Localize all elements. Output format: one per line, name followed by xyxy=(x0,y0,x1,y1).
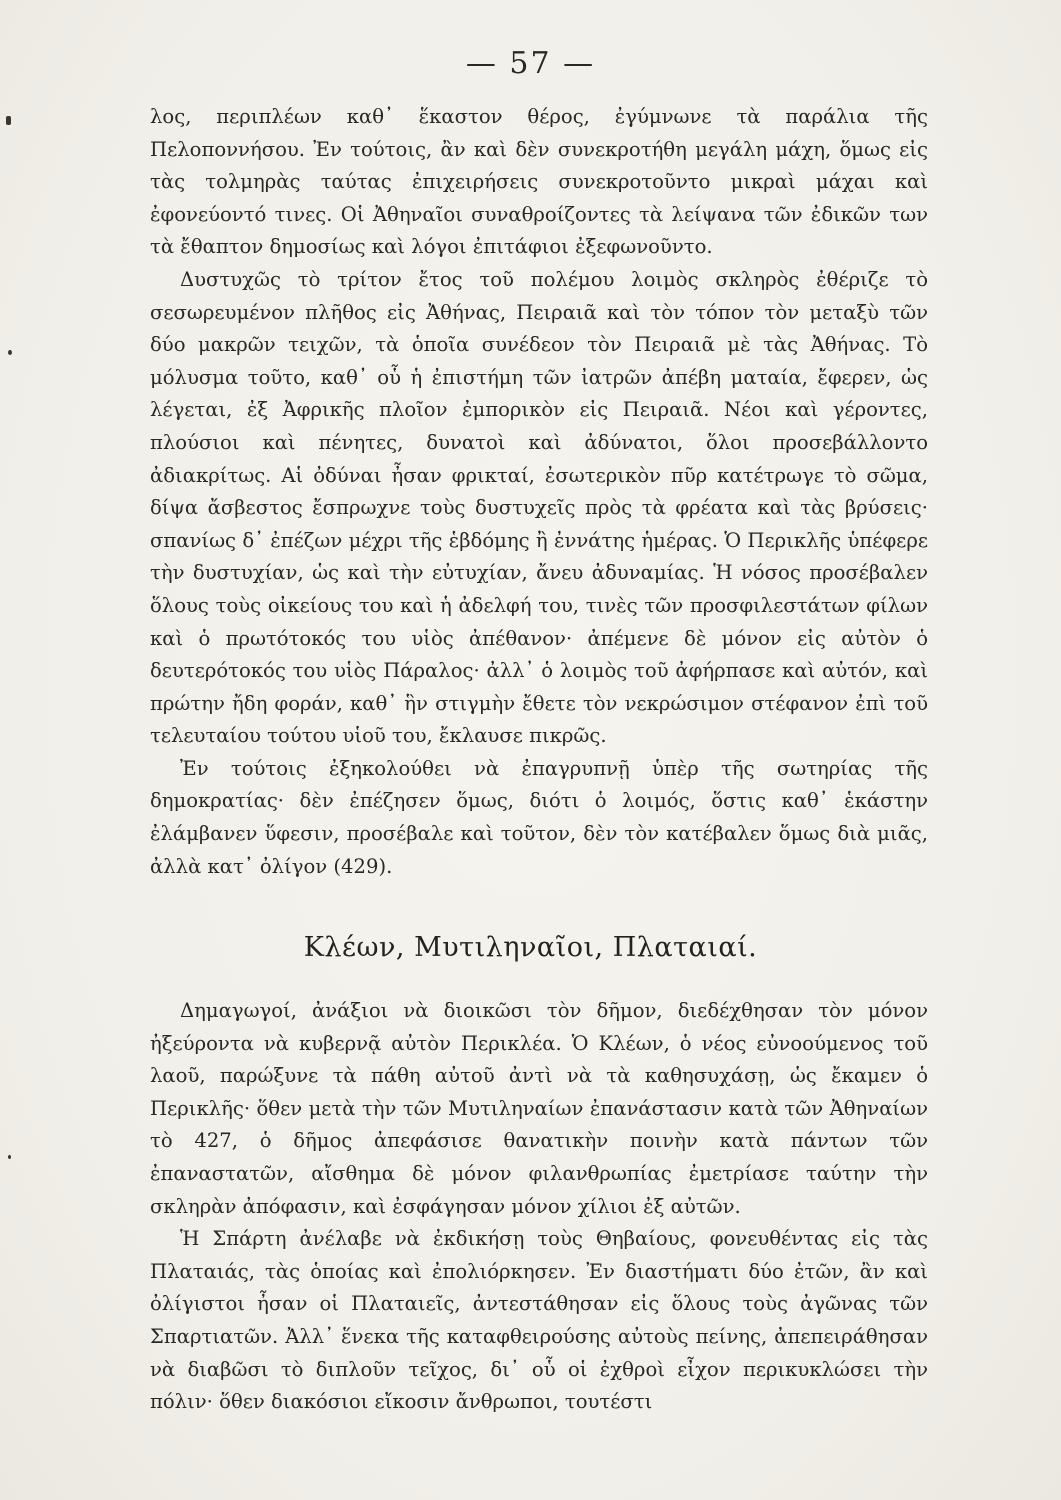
paragraph-plataea: Ἡ Σπάρτη ἀνέλαβε νὰ ἐκδικήσῃ τοὺς Θηβαίους, φονευθέντας εἰς τὰς Πλαταιάς, τὰς ὁποίας καὶ ἐπολιόρκησεν. Ἐν διαστήματι δύο ἐτῶν, ἂν καὶ ὀλίγιστοι ἦσαν οἱ Πλαταιεῖς, ἀντεστάθησαν εἰς ὅλους τοὺς ἀγῶνας τῶν Σπαρτιατῶν. Ἀλλ᾽ ἕνεκα τῆς καταφθειρούσης αὐτοὺς πείνης, ἀπεπειράθησαν νὰ διαβῶσι τὸ διπλοῦν τεῖχος, δι᾽ οὗ οἱ ἐχθροὶ εἶχον περικυκλώσει τὴν πόλιν· ὅθεν διακόσιοι εἴκοσιν ἄνθρωποι, τουτέστι xyxy=(150,1227,928,1414)
body-text xyxy=(150,101,928,883)
page-number: — 57 — xyxy=(465,46,596,81)
paragraph-plague: Δυστυχῶς τὸ τρίτον ἔτος τοῦ πολέμου λοιμὸς σκληρὸς ἐθέριζε τὸ σεσωρευμένον πλῆθος εἰς Ἀθήνας, Πειραιᾶ καὶ τὸν τόπον τὸν μεταξὺ τῶν δύο μακρῶν τειχῶν, τὰ ὁποῖα συνέδεον τὸν Πειραιᾶ μὲ τὰς Ἀθήνας. Τὸ μόλυσμα τοῦτο, καθ᾽ οὗ ἡ ἐπιστήμη τῶν ἰατρῶν ἀπέβη ματαία, ἔφερεν, ὡς λέγεται, ἐξ Ἀφρικῆς πλοῖον ἐμπορικὸν εἰς Πειραιᾶ. Νέοι καὶ γέροντες, πλούσιοι καὶ πένητες, δυνατοὶ καὶ ἀδύνατοι, ὅλοι προσεβάλλοντο ἀδιακρίτως. Αἱ ὀδύναι ἦσαν φρικταί, ἐσωτερικὸν πῦρ κατέτρωγε τὸ σῶμα, δίψα ἄσβεστος ἔσπρωχνε τοὺς δυστυχεῖς πρὸς τὰ φρέατα καὶ τὰς βρύσεις· σπανίως δ᾽ ἐπέζων μέχρι τῆς ἑβδόμης ἢ ἐννάτης ἡμέρας. Ὁ Περικλῆς ὑπέφερε τὴν δυστυχίαν, ὡς καὶ τὴν εὐτυχίαν, ἄνευ ἀδυναμίας. Ἡ νόσος προσέβαλεν ὅλους τοὺς οἰκείους του καὶ ἡ ἀδελφή του, τινὲς τῶν προσφιλεστάτων φίλων καὶ ὁ πρωτότοκός του υἱὸς ἀπέθανον· ἀπέμενε δὲ μόνον εἰς αὐτὸν ὁ δευτερότοκός του υἱὸς Πάραλος· ἀλλ᾽ ὁ λοιμὸς τοῦ ἀφήρπασε καὶ αὐτόν, καὶ πρώτην ἤδη φοράν, καθ᾽ ἣν στιγμὴν ἔθετε τὸν νεκρώσιμον στέφανον ἐπὶ τοῦ τελευταίου τούτου υἱοῦ του, ἔκλαυσε πικρῶς. xyxy=(150,267,928,748)
section-text xyxy=(150,995,928,1419)
paragraph-demagogues: Δημαγωγοί, ἀνάξιοι νὰ διοικῶσι τὸν δῆμον, διεδέχθησαν τὸν μόνον ἠξεύροντα νὰ κυβερνᾷ αὐτὸν Περικλέα. Ὁ Κλέων, ὁ νέος εὐνοούμενος τοῦ λαοῦ, παρώξυνε τὰ πάθη αὐτοῦ ἀντὶ νὰ τὰ καθησυχάσῃ, ὡς ἔκαμεν ὁ Περικλῆς· ὅθεν μετὰ τὴν τῶν Μυτιληναίων ἐπανάστασιν κατὰ τῶν Ἀθηναίων τὸ 427, ὁ δῆμος ἀπεφάσισε θανατικὴν ποινὴν κατὰ πάντων τῶν ἐπαναστατῶν, αἴσθημα δὲ μόνον φιλανθρωπίας ἐμετρίασε ταύτην τὴν σκληρὰν ἀπόφασιν, καὶ ἐσφάγησαν μόνον χίλιοι ἐξ αὐτῶν. xyxy=(150,999,928,1218)
section-heading: Κλέων, Μυτιληναῖοι, Πλαταιαί. xyxy=(303,932,758,963)
margin-ink-mark xyxy=(6,116,11,125)
paragraph-continued: λος, περιπλέων καθ᾽ ἕκαστον θέρος, ἐγύμνωνε τὰ παράλια τῆς Πελοποννήσου. Ἐν τούτοις, ἂν καὶ δὲν συνεκροτήθη μεγάλη μάχη, ὅμως εἰς τὰς τολμηρὰς ταύτας ἐπιχειρήσεις συνεκροτοῦντο μικραὶ μάχαι καὶ ἐφονεύοντό τινες. Οἱ Ἀθηναῖοι συναθροίζοντες τὰ λείψανα τῶν ἐδικῶν των τὰ ἔθαπτον δημοσίως καὶ λόγοι ἐπιτάφιοι ἐξεφωνοῦντο. xyxy=(150,105,928,259)
margin-ink-mark xyxy=(8,350,12,355)
margin-ink-mark xyxy=(8,1155,11,1159)
paragraph-pericles-death: Ἐν τούτοις ἐξηκολούθει νὰ ἐπαγρυπνῇ ὑπὲρ τῆς σωτηρίας τῆς δημοκρατίας· δὲν ἐπέζησεν ὅμως, διότι ὁ λοιμός, ὅστις καθ᾽ ἑκάστην ἐλάμβανεν ὕφεσιν, προσέβαλε καὶ τοῦτον, δὲν τὸν κατέβαλεν ὅμως διὰ μιᾶς, ἀλλὰ κατ᾽ ὀλίγον (429). xyxy=(150,756,928,878)
